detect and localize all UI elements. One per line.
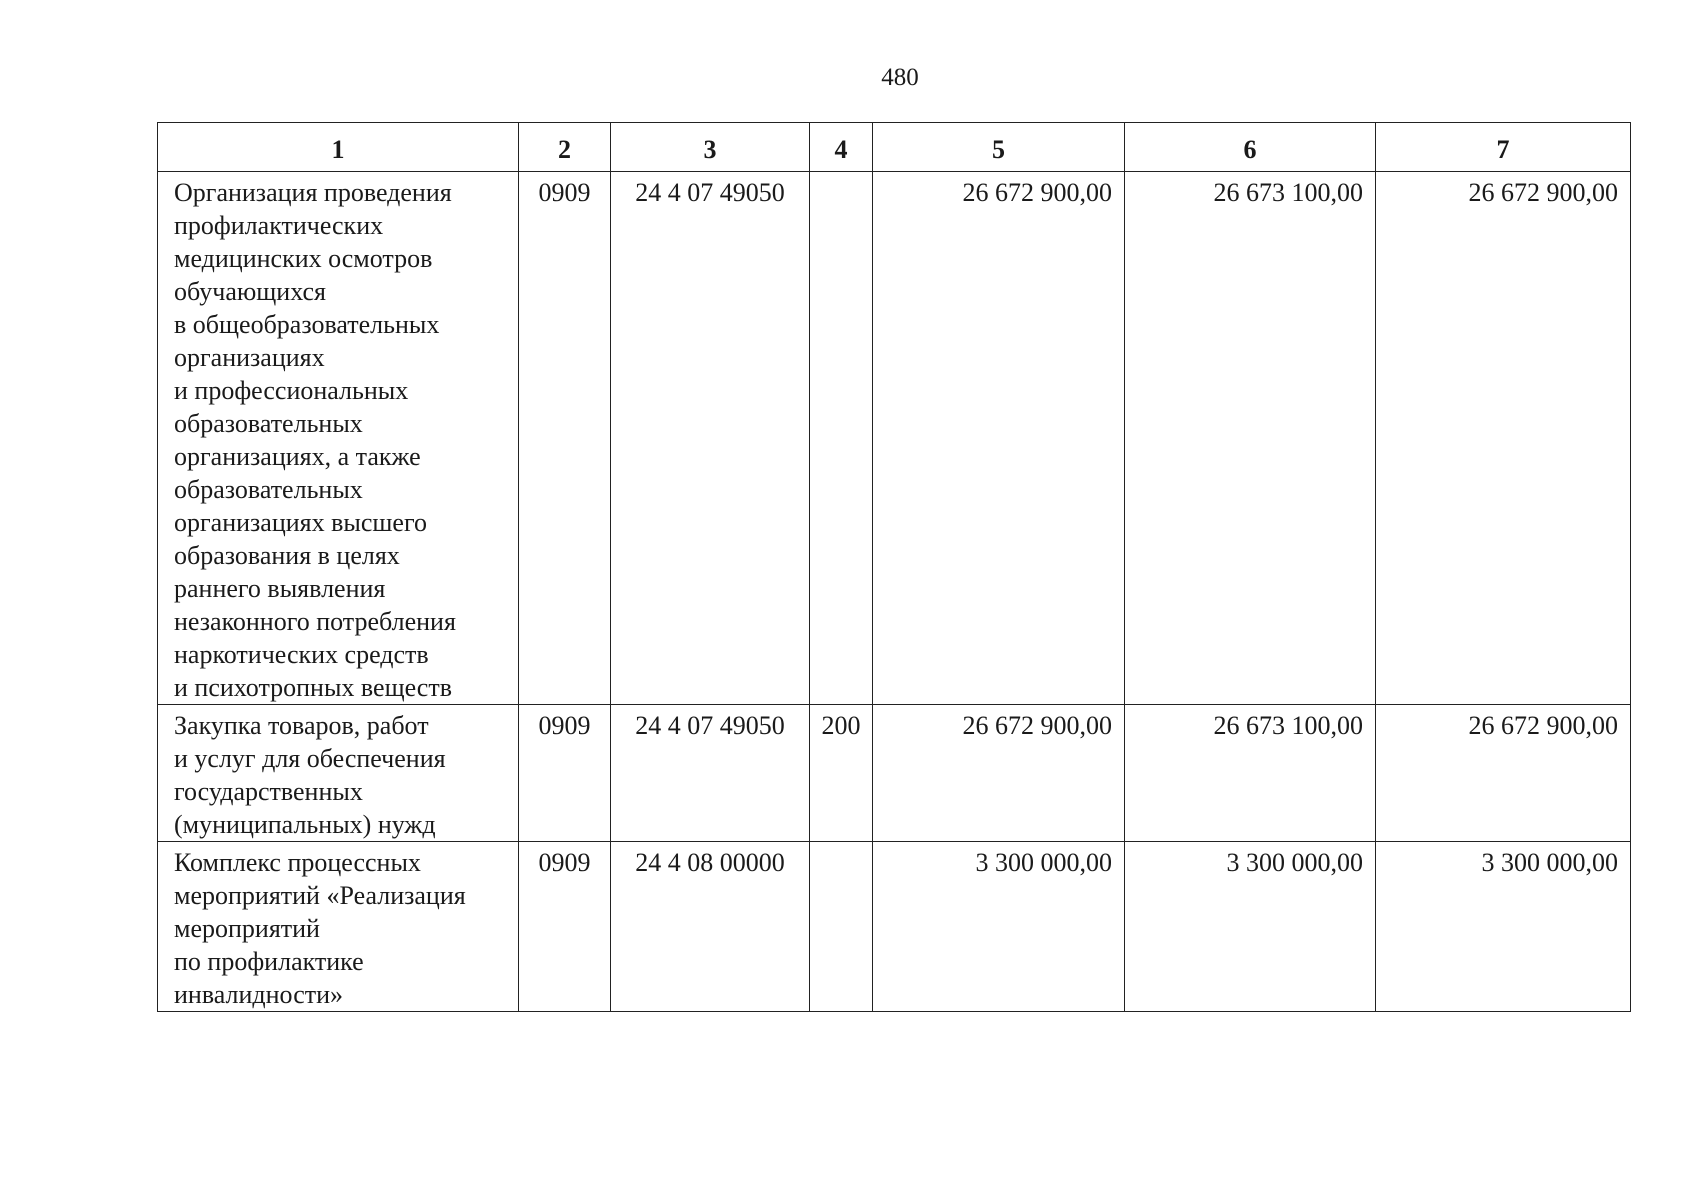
column-header-4: 4 — [810, 123, 873, 172]
amount-cell-2: 26 673 100,00 — [1125, 705, 1376, 842]
row-name-cell: Комплекс процессных мероприятий «Реализация мероприятий по профилактике инвалидности» — [158, 842, 519, 1012]
budget-table — [157, 122, 1631, 1012]
amount-cell-3: 3 300 000,00 — [1376, 842, 1631, 1012]
amount-cell-2: 3 300 000,00 — [1125, 842, 1376, 1012]
column-header-3: 3 — [611, 123, 810, 172]
amount-cell-1: 3 300 000,00 — [873, 842, 1125, 1012]
target-code-cell: 24 4 08 00000 — [611, 842, 810, 1012]
column-header-2: 2 — [519, 123, 611, 172]
page-number: 480 — [881, 64, 919, 91]
section-code-cell: 0909 — [519, 172, 611, 705]
expense-type-cell — [810, 172, 873, 705]
expense-type-cell: 200 — [810, 705, 873, 842]
expense-type-cell — [810, 842, 873, 1012]
amount-cell-1: 26 672 900,00 — [873, 705, 1125, 842]
table-row — [158, 842, 1631, 1012]
amount-cell-2: 26 673 100,00 — [1125, 172, 1376, 705]
table-row — [158, 172, 1631, 705]
row-name-cell: Организация проведения профилактических медицинских осмотров обучающихся в общеобразовательных организациях и профессиональных образовательных организациях, а также образовательных организациях высшего образования в целях раннего выявления незаконного потребления наркотических средств и психотропных веществ — [158, 172, 519, 705]
column-header-7: 7 — [1376, 123, 1631, 172]
amount-cell-3: 26 672 900,00 — [1376, 172, 1631, 705]
section-code-cell: 0909 — [519, 705, 611, 842]
row-name-cell: Закупка товаров, работ и услуг для обеспечения государственных (муниципальных) нужд — [158, 705, 519, 842]
section-code-cell: 0909 — [519, 842, 611, 1012]
column-header-6: 6 — [1125, 123, 1376, 172]
column-header-5: 5 — [873, 123, 1125, 172]
table-row — [158, 705, 1631, 842]
column-header-1: 1 — [158, 123, 519, 172]
target-code-cell: 24 4 07 49050 — [611, 705, 810, 842]
amount-cell-1: 26 672 900,00 — [873, 172, 1125, 705]
table-header-row — [158, 123, 1631, 172]
amount-cell-3: 26 672 900,00 — [1376, 705, 1631, 842]
target-code-cell: 24 4 07 49050 — [611, 172, 810, 705]
